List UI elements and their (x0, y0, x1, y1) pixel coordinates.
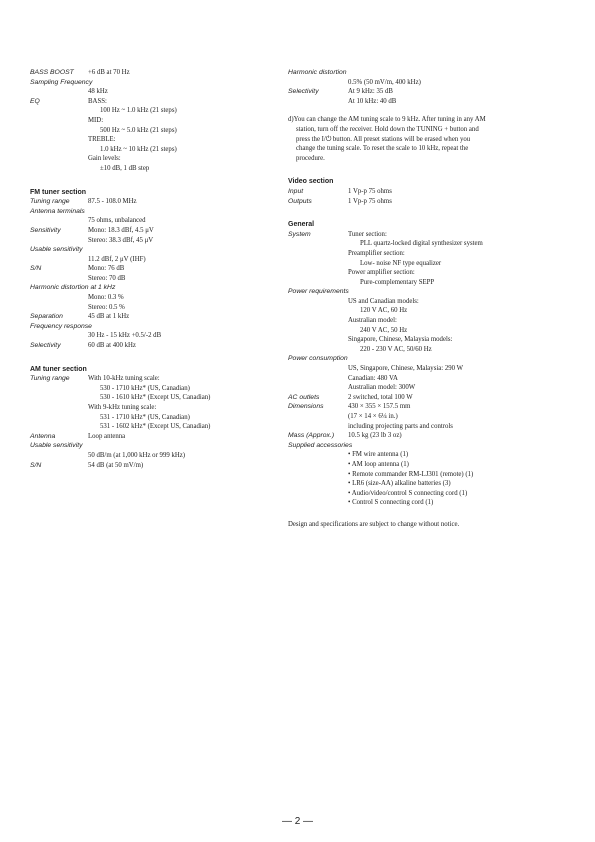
spec-label: Frequency response (30, 322, 92, 330)
spec-value: Tuner section: (348, 230, 387, 238)
spec-row (30, 384, 275, 394)
spec-row (30, 106, 275, 116)
spec-value: 10.5 kg (23 lb 3 oz) (348, 432, 402, 440)
spec-row (288, 441, 578, 451)
spec-value: Stereo: 70 dB (88, 274, 126, 282)
spec-label: Sampling Frequency (30, 78, 93, 86)
spec-row (288, 306, 578, 316)
spec-row (30, 303, 275, 313)
spec-value: 2 switched, total 100 W (348, 393, 413, 401)
spec-row (288, 97, 578, 107)
spec-row (30, 68, 275, 78)
spec-row (30, 87, 275, 97)
spec-label: Outputs (288, 197, 312, 205)
spec-row (288, 498, 578, 508)
spec-value: Stereo: 0.5 % (88, 303, 125, 311)
spec-row (288, 470, 578, 480)
spec-value: Mono: 18.3 dBf, 4.5 μV (88, 226, 154, 234)
spec-value: Power amplifier section: (348, 269, 415, 277)
spec-value: PLL quartz-locked digital synthesizer system (360, 240, 483, 248)
section-spacer (30, 351, 275, 365)
spec-row (288, 374, 578, 384)
spec-value: 1 Vp-p 75 ohms (348, 187, 392, 195)
spec-value: At 10 kHz: 40 dB (348, 97, 397, 105)
spec-value: Canadian: 480 VA (348, 374, 398, 382)
spec-label: Power consumption (288, 355, 348, 363)
spec-row (288, 431, 578, 441)
spec-value: Australian model: 300W (348, 384, 416, 392)
spec-value: 530 - 1710 kHz* (US, Canadian) (100, 384, 190, 392)
spec-label: Usable sensitivity (30, 246, 83, 254)
spec-value: 30 Hz - 15 kHz +0.5/-2 dB (88, 332, 162, 340)
spec-value: 87.5 - 108.0 MHz (88, 198, 137, 206)
spec-label: Antenna terminals (30, 207, 85, 215)
spec-value: At 9 kHz: 35 dB (348, 88, 393, 96)
spec-value: 100 Hz ~ 1.0 kHz (21 steps) (100, 107, 177, 115)
spec-value: 220 - 230 V AC, 50/60 Hz (360, 345, 432, 353)
spec-label: Input (288, 187, 304, 195)
spec-row (288, 345, 578, 355)
spec-label: AC outlets (288, 393, 320, 401)
spec-label: BASS BOOST (30, 69, 74, 76)
spec-label: Mass (Approx.) (288, 432, 335, 440)
spec-value: 11.2 dBf, 2 μV (IHF) (88, 255, 146, 263)
spec-row (30, 145, 275, 155)
spec-row (288, 326, 578, 336)
spec-value: • LR6 (size-AA) alkaline batteries (3) (348, 480, 451, 488)
spec-value: 1 Vp-p 75 ohms (348, 197, 392, 205)
spec-row (288, 335, 578, 345)
note-line: procedure. (296, 154, 325, 162)
spec-label: S/N (30, 265, 42, 273)
spec-row (30, 164, 275, 174)
spec-value: Mono: 76 dB (88, 265, 125, 273)
spec-value: 500 Hz ~ 5.0 kHz (21 steps) (100, 126, 177, 134)
spec-row (30, 126, 275, 136)
spec-row (288, 393, 578, 403)
spec-value: US and Canadian models: (348, 297, 419, 305)
spec-row (288, 316, 578, 326)
spec-row (288, 268, 578, 278)
spec-row (288, 460, 578, 470)
spec-label: Usable sensitivity (30, 442, 83, 450)
section-spacer (30, 174, 275, 188)
spec-value: • Remote commander RM-LJ301 (remote) (1) (348, 470, 474, 478)
spec-row (30, 197, 275, 207)
spec-value: With 10-kHz tuning scale: (88, 375, 160, 383)
spec-label: Supplied accessories (288, 441, 353, 449)
spec-label: Harmonic distortion at 1 kHz (30, 284, 116, 292)
spec-row (288, 354, 578, 364)
spec-row (30, 422, 275, 432)
spec-row (30, 255, 275, 265)
spec-row (288, 412, 578, 422)
spec-label: Power requirements (288, 288, 349, 296)
spec-value: 50 dB/m (at 1,000 kHz or 999 kHz) (88, 451, 186, 459)
spec-row (288, 78, 578, 88)
spec-value: 240 V AC, 50 Hz (360, 326, 408, 334)
spec-row (30, 216, 275, 226)
spec-value: Gain levels: (88, 155, 121, 163)
spec-value: Low- noise NF type equalizer (360, 259, 442, 267)
spec-value: +6 dB at 70 Hz (88, 69, 130, 76)
section-heading: General (288, 221, 315, 229)
spec-value: US, Singapore, Chinese, Malaysia: 290 W (348, 365, 464, 373)
spec-row (288, 187, 578, 197)
spec-value: (17 × 14 × 6¼ in.) (348, 413, 398, 420)
left-spec-column (30, 68, 275, 470)
video-and-general-specs (288, 177, 578, 508)
spec-row (288, 68, 578, 78)
note-line: d)You can change the AM tuning scale to 9 kHz. After tuning in any AM (288, 116, 486, 124)
spec-value: Preamplifier section: (348, 249, 405, 257)
spec-row (30, 432, 275, 442)
spec-value: 531 - 1602 kHz* (Except US, Canadian) (100, 423, 211, 431)
spec-label: Antenna (30, 432, 56, 440)
note-line: change the tuning scale. To reset the scale to 10 kHz, repeat the (296, 145, 469, 153)
spec-value: 75 ohms, unbalanced (88, 217, 146, 225)
spec-row (288, 422, 578, 432)
spec-row (288, 450, 578, 460)
spec-row (30, 78, 275, 88)
spec-value: 48 kHz (88, 88, 108, 96)
section-heading: Video section (288, 178, 334, 186)
spec-value: 60 dB at 400 kHz (88, 342, 136, 350)
spec-value: ±10 dB, 1 dB step (100, 164, 150, 172)
spec-label: S/N (30, 461, 42, 469)
spec-value: MID: (88, 116, 104, 124)
spec-value: 45 dB at 1 kHz (88, 313, 130, 321)
spec-row (30, 293, 275, 303)
am-tuning-note (288, 115, 546, 163)
spec-value: 0.5% (50 mV/m, 400 kHz) (348, 78, 421, 86)
spec-value: Stereo: 38.3 dBf, 45 μV (88, 236, 154, 244)
spec-value: • AM loop antenna (1) (348, 460, 409, 468)
spec-value: TREBLE: (88, 136, 116, 144)
spec-row (30, 312, 275, 322)
spec-label: Selectivity (288, 88, 319, 96)
spec-value: With 9-kHz tuning scale: (88, 404, 157, 411)
spec-value: Australian model: (348, 317, 397, 325)
spec-value: • Control S connecting cord (1) (348, 499, 434, 507)
spec-row (288, 278, 578, 288)
spec-row (30, 461, 275, 471)
spec-row (30, 236, 275, 246)
spec-row (30, 135, 275, 145)
spec-row (288, 364, 578, 374)
spec-value: Singapore, Chinese, Malaysia models: (348, 336, 453, 344)
spec-row (30, 226, 275, 236)
spec-row (288, 239, 578, 249)
spec-value: 120 V AC, 60 Hz (360, 307, 408, 315)
spec-label: Harmonic distortion (288, 69, 347, 76)
spec-value: BASS: (88, 97, 107, 105)
spec-row (288, 287, 578, 297)
spec-row (288, 383, 578, 393)
spec-row (30, 283, 275, 293)
page-number: — 2 — (281, 816, 314, 827)
spec-label: Tuning range (30, 375, 70, 383)
spec-value: • Audio/video/control S connecting cord (1) (348, 489, 468, 497)
spec-value: including projecting parts and controls (348, 422, 453, 430)
spec-row (30, 413, 275, 423)
spec-row (288, 297, 578, 307)
spec-label: Dimensions (288, 403, 324, 411)
spec-label: Sensitivity (30, 226, 61, 234)
spec-row (30, 331, 275, 341)
spec-label: System (288, 230, 311, 238)
spec-row (288, 479, 578, 489)
spec-row (30, 207, 275, 217)
spec-value: 530 - 1610 kHz* (Except US, Canadian) (100, 394, 211, 402)
spec-row (30, 154, 275, 164)
spec-value: 1.0 kHz ~ 10 kHz (21 steps) (100, 145, 177, 153)
spec-row (30, 245, 275, 255)
spec-row (30, 97, 275, 107)
section-heading: FM tuner section (30, 188, 87, 196)
spec-value: Loop antenna (88, 432, 126, 440)
closing-note: Design and specifications are subject to change without notice. (288, 520, 460, 528)
right-spec-column (288, 68, 578, 530)
spec-row (288, 249, 578, 259)
spec-row (288, 230, 578, 240)
spec-row (30, 322, 275, 332)
spec-row (30, 441, 275, 451)
spec-row (288, 489, 578, 499)
spec-value: Pure-complementary SEPP (360, 278, 435, 286)
note-line: station, turn off the receiver. Hold down the TUNING + button and (296, 125, 479, 133)
spec-row (30, 274, 275, 284)
spec-label: Tuning range (30, 198, 70, 206)
spec-value: Mono: 0.3 % (88, 294, 124, 302)
spec-value: 54 dB (at 50 mV/m) (88, 461, 144, 469)
spec-label: Separation (30, 313, 63, 321)
note-line: press the I/⏻ button. All preset stations will be erased when you (296, 135, 471, 143)
section-spacer (288, 206, 578, 220)
spec-row (288, 402, 578, 412)
spec-value: • FM wire antenna (1) (348, 451, 409, 459)
spec-label: Selectivity (30, 342, 61, 350)
spec-row (288, 259, 578, 269)
spec-row (30, 393, 275, 403)
spec-label: EQ (30, 97, 40, 105)
am-tuner-continued (288, 68, 578, 106)
spec-row (30, 264, 275, 274)
spec-row (30, 116, 275, 126)
spec-row (288, 87, 578, 97)
spec-value: 430 × 355 × 157.5 mm (348, 403, 411, 411)
spec-row (30, 374, 275, 384)
spec-row (30, 341, 275, 351)
section-heading: AM tuner section (30, 365, 87, 373)
spec-row (288, 197, 578, 207)
spec-value: 531 - 1710 kHz* (US, Canadian) (100, 413, 190, 421)
spec-row (30, 451, 275, 461)
spec-row (30, 403, 275, 413)
